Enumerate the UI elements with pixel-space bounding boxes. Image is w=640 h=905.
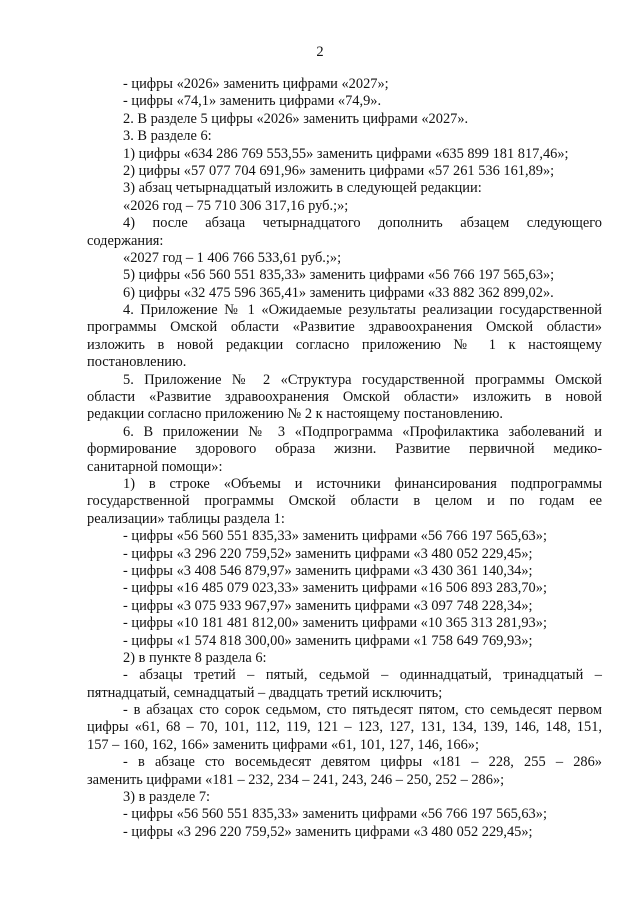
text-line: цифры «61, 68 – 70, 101, 112, 119, 121 – 123, 127, 131, 134, 139, 146, 148, 151,	[87, 719, 602, 736]
text-line: области «Развитие здравоохранения Омской области» изложить в новой	[87, 389, 602, 406]
text-line: - цифры «74,1» заменить цифрами «74,9».	[123, 93, 382, 110]
text-line: редакции согласно приложению № 2 к настоящему постановлению.	[87, 406, 504, 423]
text-line: 157 – 160, 162, 166» заменить цифрами «61, 101, 127, 146, 166»;	[87, 736, 479, 753]
text-line: пятнадцатый, семнадцатый – двадцать третий исключить;	[87, 684, 443, 701]
text-line: изложить в новой редакции согласно приложению № 1 к настоящему	[87, 336, 602, 353]
text-line: - цифры «56 560 551 835,33» заменить цифрами «56 766 197 565,63»;	[123, 528, 547, 545]
text-line: 5) цифры «56 560 551 835,33» заменить цифрами «56 766 197 565,63»;	[123, 267, 555, 284]
text-line: - цифры «1 574 818 300,00» заменить цифрами «1 758 649 769,93»;	[123, 632, 533, 649]
text-line: - в абзаце сто восемьдесят девятом цифры «181 – 228, 255 – 286»	[123, 754, 602, 771]
text-line: - цифры «2026» заменить цифрами «2027»;	[123, 76, 389, 92]
text-line: 6. В приложении № 3 «Подпрограмма «Профилактика заболеваний и	[123, 423, 602, 440]
text-line: 4. Приложение № 1 «Ожидаемые результаты реализации государственной	[123, 302, 602, 319]
text-line: 4) после абзаца четырнадцатого дополнить абзацем следующего	[123, 215, 602, 232]
text-line: - цифры «16 485 079 023,33» заменить цифрами «16 506 893 283,70»;	[123, 580, 547, 597]
text-line: 1) в строке «Объемы и источники финансирования подпрограммы	[123, 475, 602, 492]
text-line: - цифры «3 075 933 967,97» заменить цифрами «3 097 748 228,34»;	[123, 597, 533, 614]
text-line: - цифры «3 296 220 759,52» заменить цифрами «3 480 052 229,45»;	[123, 823, 533, 840]
text-line: реализации» таблицы раздела 1:	[87, 510, 285, 527]
text-line: постановлению.	[87, 354, 187, 371]
text-line: программы Омской области «Развитие здравоохранения Омской области»	[87, 319, 602, 336]
text-line: «2026 год – 75 710 306 317,16 руб.;»;	[123, 197, 349, 214]
text-line: 6) цифры «32 475 596 365,41» заменить цифрами «33 882 362 899,02».	[123, 284, 554, 301]
text-line: 2) цифры «57 077 704 691,96» заменить цифрами «57 261 536 161,89»;	[123, 162, 555, 179]
text-line: «2027 год – 1 406 766 533,61 руб.;»;	[123, 249, 342, 266]
text-line: 3) в разделе 7:	[123, 789, 211, 806]
page-number: 2	[316, 44, 324, 60]
text-line: 3. В разделе 6:	[123, 128, 212, 145]
text-line: - цифры «10 181 481 812,00» заменить цифрами «10 365 313 281,93»;	[123, 615, 547, 632]
text-line: - цифры «56 560 551 835,33» заменить цифрами «56 766 197 565,63»;	[123, 806, 547, 823]
text-line: 2. В разделе 5 цифры «2026» заменить цифрами «2027».	[123, 110, 469, 127]
text-line: 3) абзац четырнадцатый изложить в следующей редакции:	[123, 180, 482, 197]
text-line: санитарной помощи»:	[87, 458, 223, 475]
text-line: государственной программы Омской области в целом и по годам ее	[87, 493, 602, 510]
text-line: 1) цифры «634 286 769 553,55» заменить цифрами «635 899 181 817,46»;	[123, 145, 569, 162]
text-line: - цифры «3 296 220 759,52» заменить цифрами «3 480 052 229,45»;	[123, 545, 533, 562]
text-line: - в абзацах сто сорок седьмом, сто пятьдесят пятом, сто семьдесят первом	[123, 702, 602, 719]
text-line: - цифры «3 408 546 879,97» заменить цифрами «3 430 361 140,34»;	[123, 562, 533, 579]
text-line: 5. Приложение № 2 «Структура государственной программы Омской	[123, 371, 602, 388]
document-body	[87, 76, 602, 841]
text-line: 2) в пункте 8 раздела 6:	[123, 649, 267, 666]
text-line: заменить цифрами «181 – 232, 234 – 241, 243, 246 – 250, 252 – 286»;	[87, 771, 505, 788]
text-line: - абзацы третий – пятый, седьмой – одиннадцатый, тринадцатый –	[123, 667, 602, 684]
text-line: содержания:	[87, 232, 164, 249]
text-line: формирование здорового образа жизни. Развитие первичной медико-	[87, 441, 602, 458]
